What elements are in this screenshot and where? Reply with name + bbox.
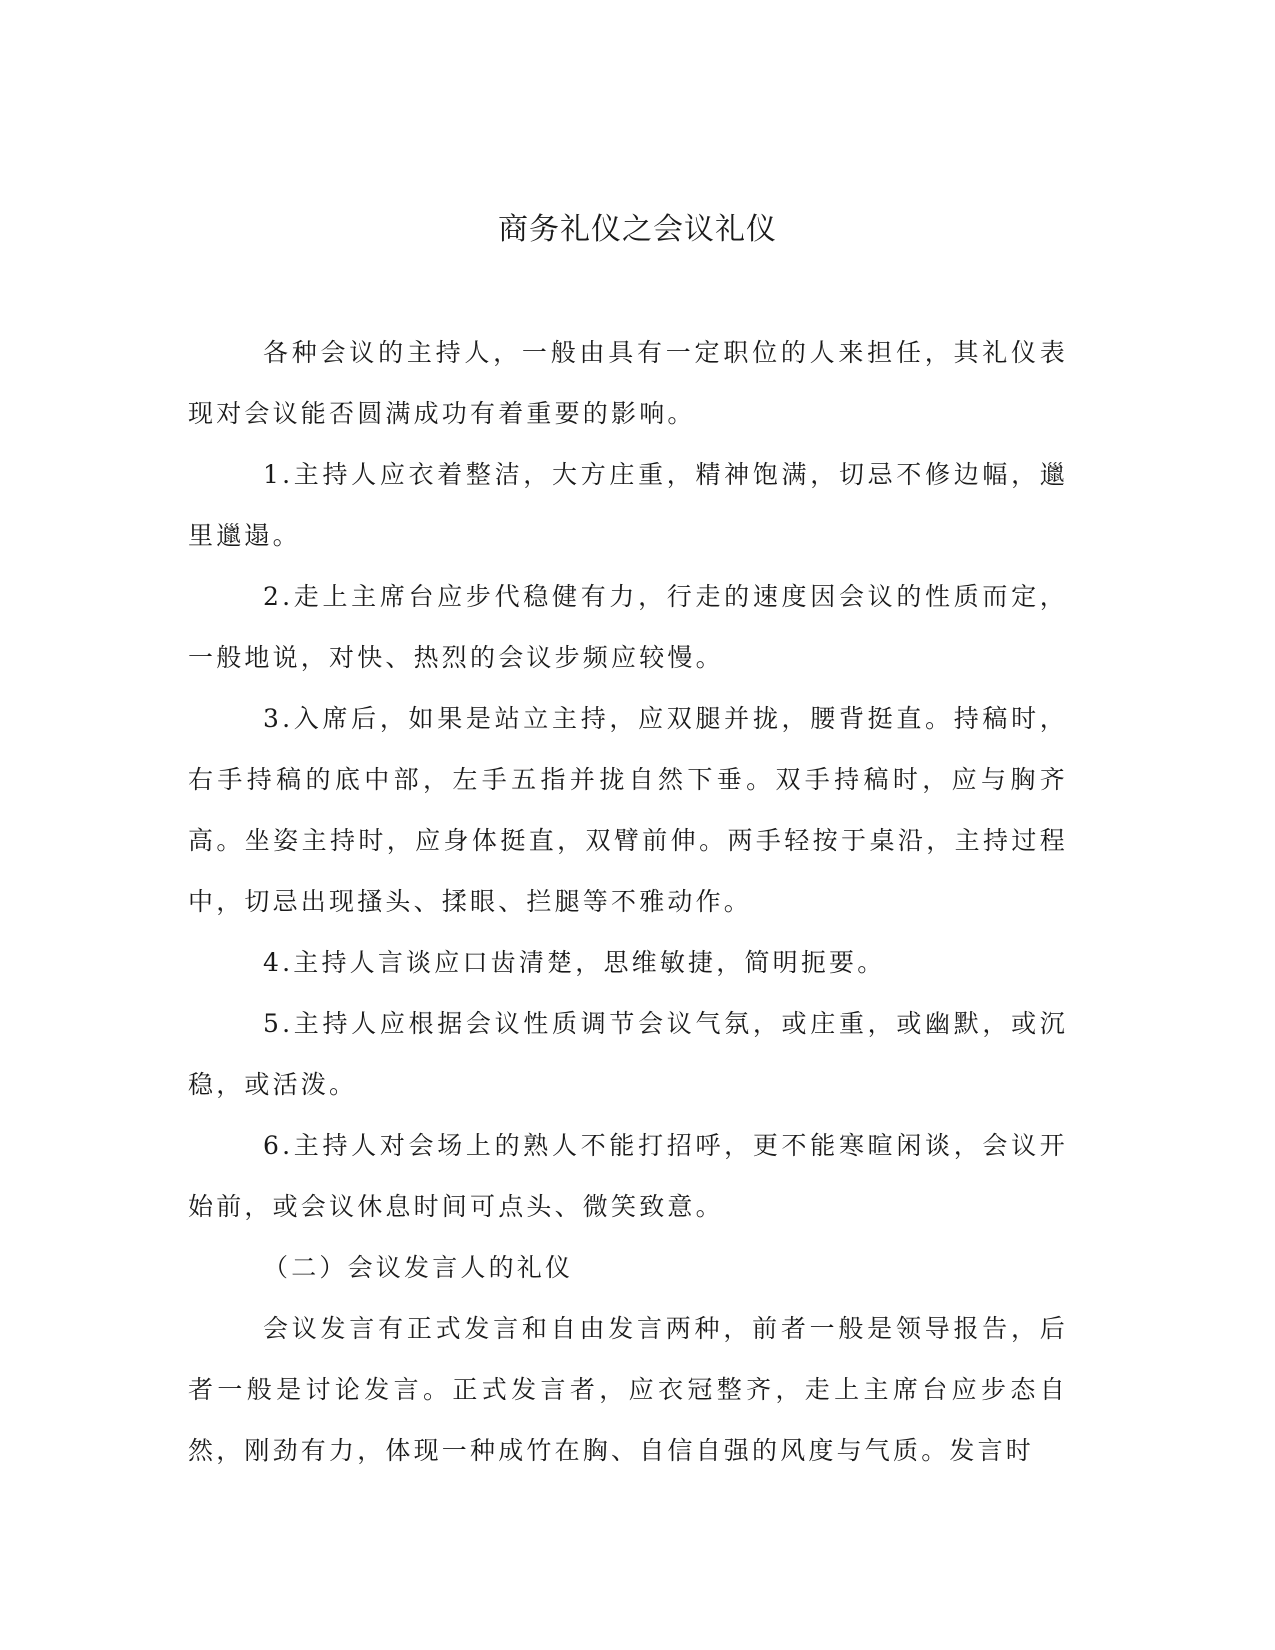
paragraph-speaker: 会议发言有正式发言和自由发言两种，前者一般是领导报告，后者一般是讨论发言。正式发言者，应衣冠整齐，走上主席台应步态自然，刚劲有力，体现一种成竹在胸、自信自强的风度与气质。发言时 — [188, 1314, 1068, 1465]
document-body — [188, 322, 1068, 1481]
paragraph-item-1: 1.主持人应衣着整洁，大方庄重，精神饱满，切忌不修边幅，邋里邋遢。 — [188, 460, 1068, 550]
paragraph-item-4: 4.主持人言谈应口齿清楚，思维敏捷，简明扼要。 — [263, 948, 886, 977]
section-heading: （二）会议发言人的礼仪 — [263, 1253, 574, 1282]
paragraph-item-6: 6.主持人对会场上的熟人不能打招呼，更不能寒暄闲谈，会议开始前，或会议休息时间可点头、微笑致意。 — [188, 1131, 1068, 1221]
paragraph-intro: 各种会议的主持人，一般由具有一定职位的人来担任，其礼仪表现对会议能否圆满成功有着重要的影响。 — [188, 338, 1068, 428]
paragraph-item-5: 5.主持人应根据会议性质调节会议气氛，或庄重，或幽默，或沉稳，或活泼。 — [188, 1009, 1068, 1099]
paragraph-item-2: 2.走上主席台应步代稳健有力，行走的速度因会议的性质而定，一般地说，对快、热烈的会议步频应较慢。 — [188, 582, 1068, 672]
paragraph-item-3: 3.入席后，如果是站立主持，应双腿并拢，腰背挺直。持稿时，右手持稿的底中部，左手五指并拢自然下垂。双手持稿时，应与胸齐高。坐姿主持时，应身体挺直，双臂前伸。两手轻按于桌沿，主持过程中，切忌出现搔头、揉眼、拦腿等不雅动作。 — [188, 704, 1068, 916]
page-title: 商务礼仪之会议礼仪 — [498, 212, 777, 247]
